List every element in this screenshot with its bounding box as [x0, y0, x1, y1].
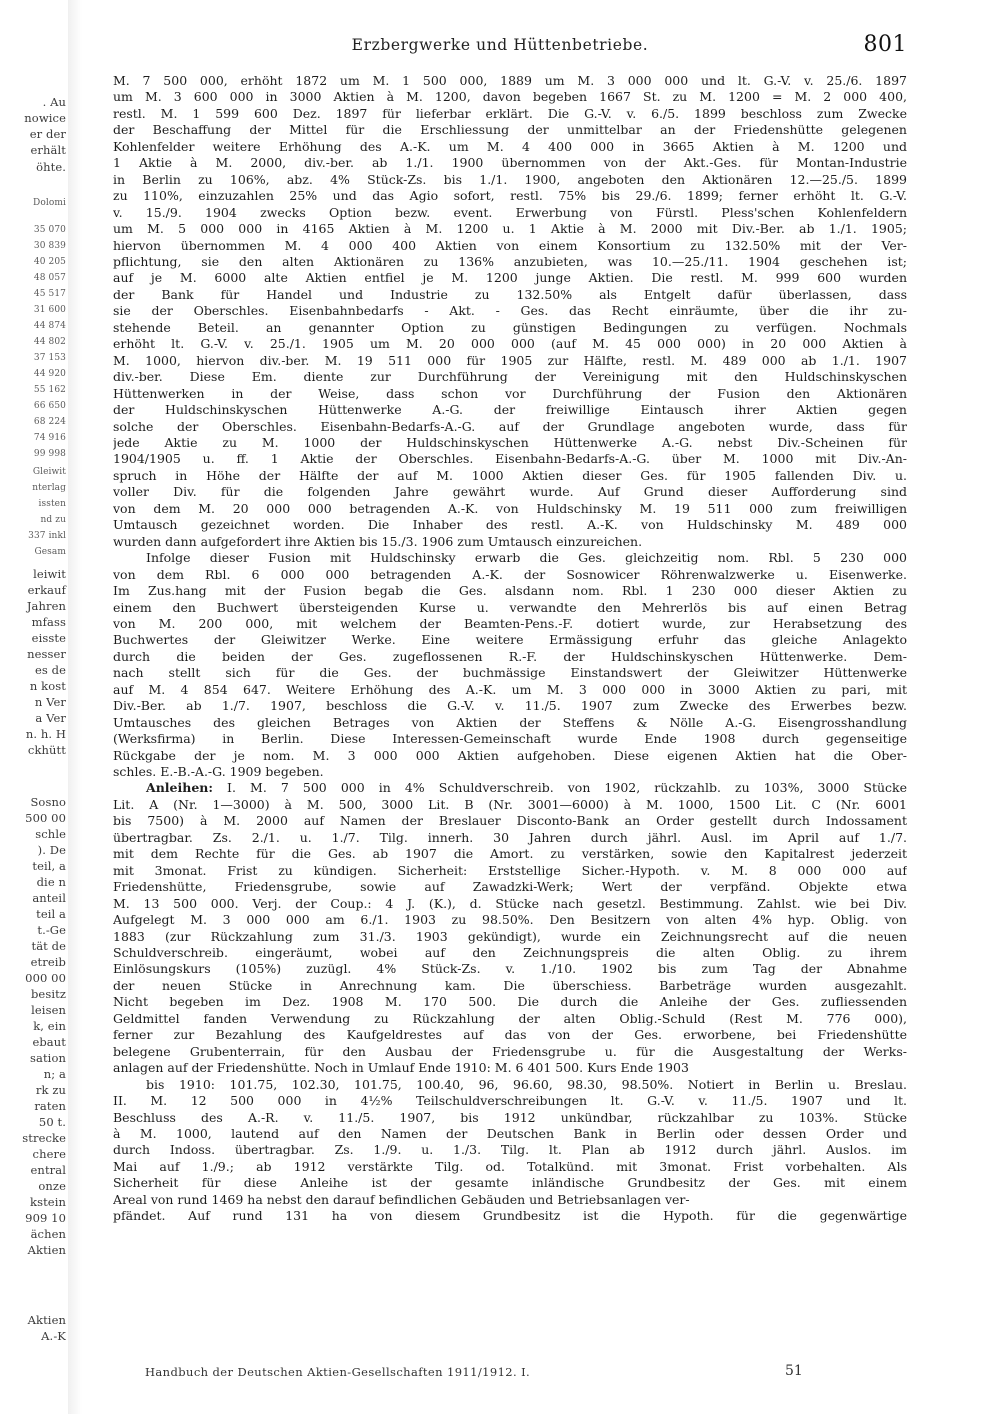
text-line: um M. 5 000 000 in 4165 Aktien à M. 1200 u. 1 Aktie à M. 2000 mit Div.-Ber. ab 1./1. 1905;	[113, 221, 907, 237]
text-line: nach stellt sich für die Ges. der buchmässige Einstandswert der Gleiwitzer Hüttenwerke	[113, 665, 907, 681]
gutter-fragment: ckhütt	[27, 743, 66, 757]
gutter-fragment: Sosno	[30, 795, 66, 809]
text-line: der Bank für Handel und Industrie zu 132.50% als Entgelt dafür überlassen, dass	[113, 286, 907, 302]
gutter-fragment: n kost	[29, 679, 66, 693]
gutter-fragment: 55 162	[33, 385, 66, 395]
text-line	[113, 780, 907, 796]
text-line: anlagen auf der Friedenshütte. Noch in Umlauf Ende 1910: M. 6 401 500. Kurs Ende 1903	[113, 1060, 689, 1076]
gutter-fragment: schle	[35, 827, 66, 841]
gutter-fragment: 37 153	[33, 353, 66, 363]
gutter-fragment: teil a	[36, 907, 66, 921]
text-line: Lit. A (Nr. 1—3000) à M. 500, 3000 Lit. B (Nr. 3001—6000) à M. 1000, 1500 Lit. C (Nr. 6001	[113, 796, 907, 812]
text-line: M. 7 500 000, erhöht 1872 um M. 1 500 000, 1889 um M. 3 000 000 und lt. G.-V. v. 25./6. 1897	[113, 73, 907, 88]
gutter-fragment: eisste	[31, 631, 66, 645]
text-line: Im Zus.hang mit der Fusion begab die Ges. alsdann nom. Rbl. 1 230 000 dieser Aktien zu	[113, 583, 907, 599]
adjacent-page-gutter	[0, 0, 68, 1414]
gutter-fragment: 909 10	[25, 1211, 66, 1225]
gutter-fragment: 31 600	[33, 305, 66, 315]
gutter-fragment: Aktien	[27, 1313, 66, 1327]
gutter-fragment: Jahren	[26, 599, 66, 613]
section-label-anleihen: Anleihen:	[146, 780, 213, 796]
gutter-fragment: rk zu	[35, 1083, 66, 1097]
text-line: durch die beiden der Ges. zugeflossenen R.-F. der Huldschinskyschen Hüttenwerke. Dem-	[113, 648, 907, 664]
gutter-fragment: chere	[32, 1147, 66, 1161]
gutter-fragment: 74 916	[33, 433, 66, 443]
gutter-fragment: ). De	[37, 843, 66, 857]
text-line: erhöht lt. G.-V. v. 25./1. 1905 um M. 20 000 000 (auf M. 45 000 000) in 20 000 Aktien à	[113, 336, 907, 352]
gutter-fragment: die n	[36, 875, 66, 889]
gutter-fragment: A.-K	[41, 1329, 66, 1343]
text-line: Geldmittel fanden Verwendung zu Rückzahlung der alten Oblig.-Schuld (Rest M. 776 000),	[113, 1010, 907, 1026]
text-line: auf M. 4 854 647. Weitere Erhöhung des A.-K. um M. 3 000 000 in 3000 Aktien zu pari, mit	[113, 681, 907, 697]
page-number: 801	[863, 32, 907, 57]
gutter-fragment: 337 inkl	[28, 531, 66, 541]
gutter-fragment: 50 t.	[38, 1115, 66, 1129]
text-line: Umtausches des gleichen Betrages von Aktien der Steffens & Nölle A.-G. Eisengrosshandlung	[113, 714, 907, 730]
gutter-fragment: nterlag	[32, 483, 66, 493]
gutter-fragment: n; a	[43, 1067, 66, 1081]
gutter-fragment: öhte.	[36, 160, 66, 174]
gutter-fragment: Aktien	[27, 1243, 66, 1257]
gutter-fragment: entral	[30, 1163, 66, 1177]
text-line: Rückgabe der je nom. M. 3 000 000 Aktien aufgehoben. Diese eigenen Aktien hat die Ober-	[113, 747, 907, 763]
text-line: Infolge dieser Fusion mit Huldschinsky erwarb die Ges. gleichzeitig nom. Rbl. 5 230 000	[146, 550, 907, 566]
text-line: stehende Beteil. an genannter Option zu günstigen Bedingungen zu verfügen. Nochmals	[113, 319, 907, 335]
gutter-fragment: nowice	[24, 111, 66, 125]
gutter-fragment: 48 057	[33, 273, 66, 283]
gutter-fragment: erhält	[30, 143, 66, 157]
gutter-fragment: 99 998	[33, 449, 66, 459]
text-line: pflichtung, sie den alten Aktionären zu 136% anzubieten, was 10.—25./11. 1904 geschehen ist;	[113, 253, 907, 269]
text-line: jede Aktie zu M. 1000 der Huldschinskyschen Hüttenwerke A.-G. nebst Div.-Scheinen für	[113, 434, 907, 450]
text-line: Schuldverschreib. eingeräumt, wobei auf den Zeichnungspreis die alten Oblig. zu ihrem	[113, 945, 907, 961]
gutter-fragment: 30 839	[33, 241, 66, 251]
text-line: von dem Rbl. 6 000 000 betragenden A.-K. der Sosnowicer Röhrenwalzwerke u. Eisenwerke.	[113, 566, 907, 582]
gutter-fragment: ebaut	[32, 1035, 66, 1049]
binding-shadow	[68, 0, 82, 1414]
text-line: Buchwertes der Gleiwitzer Werke. Eine weitere Ermässigung erfuhr das gleiche Anlagekto	[113, 632, 907, 648]
text-line: Mai auf 1./9.; ab 1912 verstärkte Tilg. od. Totalkünd. mit 3monat. Frist vorbehalten. Als	[113, 1158, 907, 1174]
text-line: übertragbar. Zs. 2./1. u. 1./7. Tilg. innerh. 30 Jahren durch jährl. Ausl. im April auf 1./7.	[113, 829, 907, 845]
text-line: 1904/1905 u. ff. 1 Aktie der Oberschles. Eisenbahn-Bedarfs-A.-G. über M. 1000 mit Div.-An-	[113, 451, 907, 467]
text-line: restl. M. 1 599 600 Dez. 1897 für lieferbar erklärt. Die G.-V. v. 6./5. 1899 beschloss zum Zwecke	[113, 105, 907, 121]
text-line: à M. 1000, lautend auf den Namen der Deutschen Bank in Berlin oder dessen Order und	[113, 1126, 907, 1141]
text-line: Hüttenwerken in der Weise, dass schon vor Durchführung der Fusion den Aktionären	[113, 385, 907, 401]
text-line: der Beschaffung der Mittel für die Erschliessung der unmittelbar an der Friedenshütte gelegenen	[113, 122, 907, 138]
gutter-fragment: sation	[30, 1051, 66, 1065]
gutter-fragment: a Ver	[35, 711, 66, 725]
text-line-content: I. M. 7 500 000 in 4% Schuldverschreib. von 1902, rückzahlb. zu 103%, 3000 Stücke	[212, 780, 907, 796]
body-text	[113, 73, 907, 1225]
gutter-fragment: n Ver	[34, 695, 66, 709]
text-line: Areal von rund 1469 ha nebst den darauf befindlichen Gebäuden und Betriebsanlagen ver-	[113, 1191, 690, 1207]
gutter-fragment: issten	[38, 499, 66, 509]
text-line: Sicherheit für diese Anleihe ist der gesamte inländische Grundbesitz der Ges. mit einem	[113, 1175, 907, 1191]
text-line: der neuen Stücke in Anrechnung kam. Die überschiess. Barbeträge wurden ausgezahlt.	[113, 977, 907, 993]
gutter-fragment: anteil	[32, 891, 66, 905]
text-line: solche der Oberschles. Eisenbahn-Bedarfs-A.-G. auf der Grundlage angeboten wurde, dass für	[113, 418, 907, 434]
text-line: spruch in Höhe der Hälfte der auf M. 1000 Aktien dieser Ges. für 1905 fallenden Div. u.	[113, 467, 907, 483]
text-line: von dem M. 20 000 000 betragenden A.-K. von Huldschinsky M. 19 511 000 zum freiwilligen	[113, 500, 907, 516]
gutter-fragment: Dolomi	[33, 198, 66, 208]
gutter-fragment: 500 00	[25, 811, 66, 825]
text-line: M. 1000, hiervon div.-ber. M. 19 511 000 für 1905 zur Hälfte, restl. M. 489 000 ab 1./1. 1907	[113, 352, 907, 368]
text-line: ferner zur Bezahlung des Kaufgeldrestes auf das von der Ges. erworbene, bei Friedenshütte	[113, 1027, 907, 1043]
gutter-fragment: 000 00	[25, 971, 66, 985]
gutter-fragment: etreib	[30, 955, 66, 969]
text-line: wurden dann aufgefordert ihre Aktien bis 15./3. 1906 zum Umtausch einzureichen.	[113, 533, 643, 549]
text-line: 1883 (zur Rückzahlung zum 31./3. 1903 gekündigt), wurde ein Zeichnungsrecht auf die neuen	[113, 928, 907, 944]
gutter-fragment: 44 920	[33, 369, 66, 379]
text-line: in Berlin zu 106%, abz. 4% Stück-Zs. bis 1./1. 1900, angeboten den Aktionären 12.—25./5. 1899	[113, 171, 907, 187]
gutter-fragment: 66 650	[33, 401, 66, 411]
gutter-fragment: ächen	[30, 1227, 66, 1241]
gutter-fragment: 44 874	[33, 321, 66, 331]
text-line: mit 3monat. Frist zu kündigen. Sicherheit: Erststellige Sicher.-Hypoth. v. M. 8 000 000 auf	[113, 862, 907, 878]
text-line: Kohlenfelder weitere Erhöhung des A.-K. um M. 4 400 000 in 3665 Aktien à M. 1200 und	[113, 138, 907, 154]
text-line: mit dem Rechte für die Ges. ab 1907 die Amort. zu verstärken, sowie den Kapitalrest jederzeit	[113, 846, 907, 862]
gutter-fragment: tät de	[31, 939, 66, 953]
gutter-fragment: 68 224	[33, 417, 66, 427]
text-line: um M. 3 600 000 in 3000 Aktien à M. 1200, davon begeben 1667 St. zu M. 1200 = M. 2 000 400,	[113, 89, 907, 105]
gutter-fragment: t.-Ge	[37, 923, 66, 937]
text-line: 1 Aktie à M. 2000, div.-ber. ab 1./1. 1900 übernommen von der Akt.-Ges. für Montan-Industrie	[113, 155, 907, 171]
text-line: hiervon übernommen M. 4 000 400 Aktien von einem Konsortium zu 132.50% mit der Ver-	[113, 237, 907, 253]
gutter-fragment: 35 070	[33, 225, 66, 235]
gutter-fragment: erkauf	[27, 583, 66, 597]
text-line: Friedenshütte, Friedensgrube, sowie auf Zawadzki-Werk; Wert der verpfänd. Objekte etwa	[113, 879, 907, 895]
text-line: sie der Oberschles. Eisenbahnbedarfs - Akt. - Ges. das Recht einräumte, über die ihr zu-	[113, 303, 907, 319]
text-line: von M. 200 000, mit welchem der Beamten-Pens.-F. dotiert wurde, zur Herabsetzung des	[113, 615, 907, 631]
text-line: Nicht begeben im Dez. 1908 M. 170 500. Die durch die Anleihe der Ges. zufliessenden	[113, 994, 907, 1010]
text-line: div.-ber. Diese Em. diente zur Durchführung der Vereinigung mit den Huldschinskyschen	[113, 369, 907, 385]
text-line: einem den Buchwert übersteigenden Kurse u. verwandte den Mehrerlös bis auf einen Betrag	[113, 599, 907, 615]
text-line: zu 110%, einzuzahlen 25% und das Agio sofort, restl. 75% bis 29./6. 1899; ferner erhöht lt. G.-V.	[113, 188, 907, 204]
footer-sheet-number: 51	[785, 1363, 803, 1379]
text-line: bis 7500) à M. 2000 auf Namen der Breslauer Disconto-Bank an Order gestellt durch Indossament	[113, 813, 907, 829]
gutter-fragment: Gleiwit	[32, 467, 66, 477]
gutter-fragment: 44 802	[33, 337, 66, 347]
gutter-fragment: nesser	[27, 647, 66, 661]
gutter-fragment: er der	[29, 127, 66, 141]
text-line: Div.-Ber. ab 1./7. 1907, beschloss die G.-V. v. 11./5. 1907 zum Zwecke des Erwerbes bezw.	[113, 698, 907, 714]
gutter-fragment: n. h. H	[25, 727, 66, 741]
gutter-fragment: raten	[34, 1099, 66, 1113]
gutter-fragment: strecke	[22, 1131, 66, 1145]
gutter-fragment: es de	[34, 663, 66, 677]
gutter-fragment: Gesam	[34, 547, 66, 557]
text-line: voller Div. für die folgenden Jahre gewährt wurde. Auf Grund dieser Aufforderung sind	[113, 484, 907, 500]
text-line: (Werksfirma) in Berlin. Diese Interessen-Gemeinschaft wurde Ende 1908 durch gegenseitige	[113, 731, 907, 747]
text-line: M. 13 500 000. Verj. der Coup.: 4 J. (K.), d. Stücke nach gesetzl. Bestimmung. Zahlst. wie bei Div.	[113, 895, 907, 911]
gutter-fragment: . Au	[42, 95, 66, 109]
text-line: v. 15./9. 1904 zwecks Option bezw. event. Erwerbung von Fürstl. Pless'schen Kohlenfeldern	[113, 204, 907, 220]
gutter-fragment: mfass	[31, 615, 66, 629]
gutter-fragment: 45 517	[33, 289, 66, 299]
footer-publication: Handbuch der Deutschen Aktien-Gesellschaften 1911/1912. I.	[145, 1365, 531, 1379]
text-line: pfändet. Auf rund 131 ha von diesem Grundbesitz ist die Hypoth. für die gegenwärtige	[113, 1208, 907, 1224]
gutter-fragment: leisen	[31, 1003, 66, 1017]
text-line: bis 1910: 101.75, 102.30, 101.75, 100.40, 96, 96.60, 98.30, 98.50%. Notiert in Berlin u. Breslau.	[146, 1076, 907, 1092]
gutter-fragment: onze	[38, 1179, 66, 1193]
text-line: Umtausch gezeichnet worden. Die Inhaber des restl. A.-K. von Huldschinsky M. 489 000	[113, 517, 907, 533]
text-line: schles. E.-B.-A.-G. 1909 begeben.	[113, 764, 324, 780]
text-line: belegene Grubenterrain, für den Ausbau der Friedensgrube u. für die Ausgestaltung der Werks-	[113, 1043, 907, 1059]
text-line: Aufgelegt M. 3 000 000 am 6./1. 1903 zu 98.50%. Den Besitzern von alten 4% hyp. Oblig. von	[113, 912, 907, 928]
gutter-fragment: besitz	[30, 987, 66, 1001]
text-line: Einlösungskurs (105%) zuzügl. 4% Stück-Zs. v. 1./10. 1902 bis zum Tag der Abnahme	[113, 961, 907, 977]
text-line: durch Indoss. übertragbar. Zs. 1./9. u. 1./3. Tilg. lt. Plan ab 1912 durch jährl. Auslos. im	[113, 1142, 907, 1158]
gutter-fragment: 40 205	[33, 257, 66, 267]
gutter-fragment: teil, a	[32, 859, 66, 873]
text-line: der Huldschinskyschen Hüttenwerke A.-G. der freiwillige Eintausch ihrer Aktien gegen	[113, 402, 907, 418]
running-title: Erzbergwerke und Hüttenbetriebe.	[351, 36, 649, 54]
text-line: II. M. 12 500 000 in 4½% Teilschuldverschreibungen lt. G.-V. v. 11./5. 1907 und lt.	[113, 1093, 907, 1109]
text-line: auf je M. 6000 alte Aktien entfiel je M. 1200 junge Aktien. Die restl. M. 999 600 wurden	[113, 270, 907, 286]
gutter-fragment: leiwit	[33, 567, 66, 581]
gutter-fragment: nd zu	[40, 515, 66, 525]
gutter-fragment: k, ein	[33, 1019, 66, 1033]
text-line: Beschluss des A.-R. v. 11./5. 1907, bis 1912 unkündbar, rückzahlbar zu 103%. Stücke	[113, 1109, 907, 1125]
gutter-fragment: kstein	[30, 1195, 66, 1209]
